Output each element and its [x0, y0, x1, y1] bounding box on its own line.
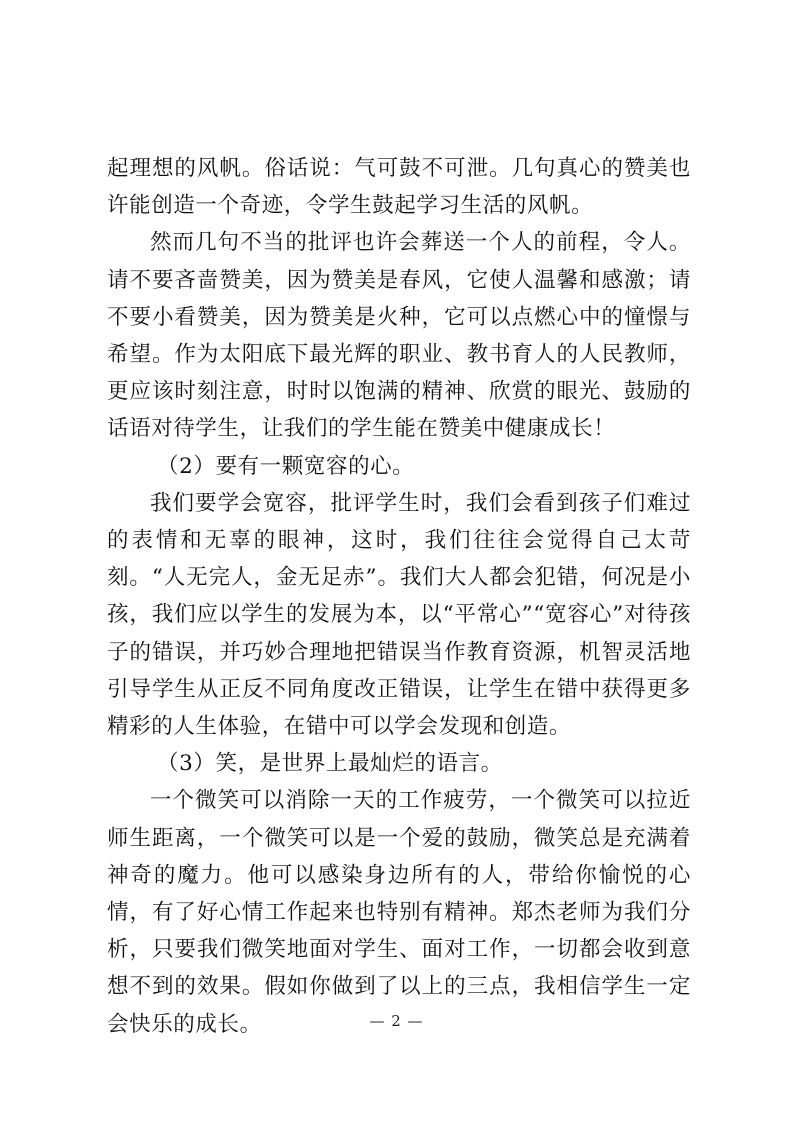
- paragraph-praise: 然而几句不当的批评也许会葬送一个人的前程，令人。请不要吝啬赞美，因为赞美是春风，它使人温馨和感激；请不要小看赞美，因为赞美是火种，它可以点燃心中的憧憬与希望。作为太阳底下最光辉的职业、教书育人的人民教师，更应该时刻注意，时时以饱满的精神、欣赏的眼光、鼓励的话语对待学生，让我们的学生能在赞美中健康成长！: [107, 230, 691, 442]
- page-number: — 2 —: [369, 1012, 424, 1030]
- paragraph-tolerance: 我们要学会宽容，批评学生时，我们会看到孩子们难过的表情和无辜的眼神，这时，我们往往会觉得自己太苛刻。“人无完人，金无足赤”。我们大人都会犯错，何况是小孩，我们应以学生的发展为本，以“平常心”“宽容心”对待孩子的错误，并巧妙合理地把错误当作教育资源，机智灵活地引导学生从正反不同角度改正错误，让学生在错中获得更多精彩的人生体验，在错中可以学会发现和创造。: [107, 490, 691, 740]
- paragraph-smile: 一个微笑可以消除一天的工作疲劳，一个微笑可以拉近师生距离，一个微笑可以是一个爱的鼓励，微笑总是充满着神奇的魔力。他可以感染身边所有的人，带给你愉悦的心情，有了好心情工作起来也特别有精神。郑杰老师为我们分析，只要我们微笑地面对学生、面对工作，一切都会收到意想不到的效果。假如你做到了以上的三点，我相信学生一定会快乐的成长。: [107, 788, 691, 1037]
- section-heading-3: （3）笑，是世界上最灿烂的语言。: [157, 751, 503, 777]
- document-body: [107, 150, 691, 1043]
- section-heading-2: （2）要有一颗宽容的心。: [157, 453, 415, 479]
- paragraph-continuation: 起理想的风帆。俗话说：气可鼓不可泄。几句真心的赞美也许能创造一个奇迹，令学生鼓起学习生活的风帆。: [107, 156, 691, 219]
